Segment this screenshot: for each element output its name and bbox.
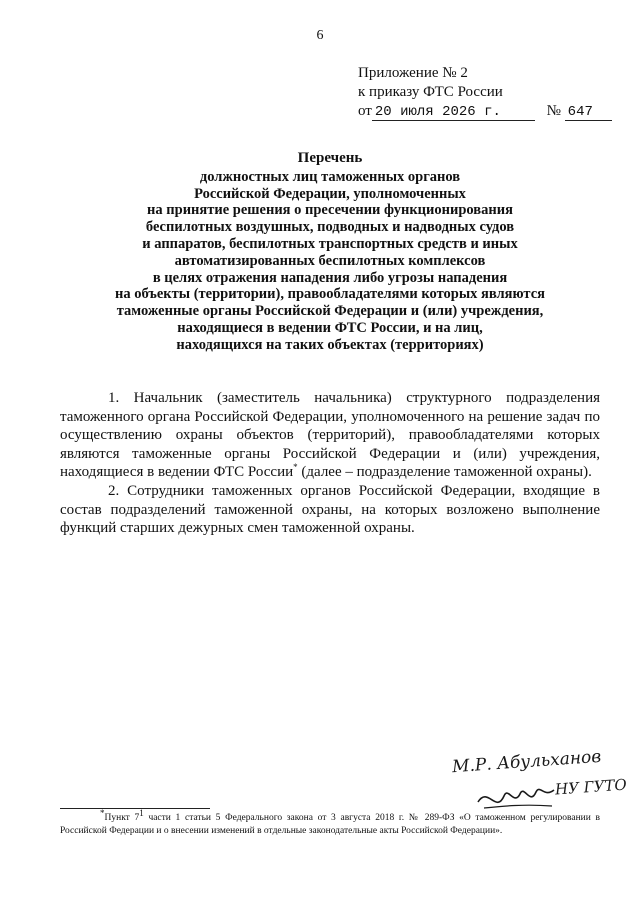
title-line: на принятие решения о пресечении функционирования (147, 202, 513, 219)
title-line: и аппаратов, беспилотных транспортных средств и иных (142, 235, 518, 252)
title-line: беспилотных воздушных, подводных и надводных судов (145, 219, 515, 236)
signer-name: М.Р. Абульханов (451, 746, 602, 778)
order-number: 647 (565, 104, 612, 121)
footnote-sup: 1 (139, 807, 144, 818)
document-title (60, 150, 600, 354)
page-number: 6 (316, 28, 324, 43)
list-item-1-text: 1. Начальник (заместитель начальника) структурного подразделения таможенного органа Российской Федерации, уполномоченного на решение задач по осуществлению охраны объектов (территорий), правообладателями которых являются таможенные органы Российской Федерации и (или) учреждения, находящиеся в ведении ФТС России (60, 390, 600, 481)
title-line: должностных лиц таможенных органов (199, 168, 461, 185)
title-line: находящихся на таких объектах (территориях) (176, 336, 484, 353)
footnote-text: части 1 статьи 5 Федерального закона от 3 августа 2018 г. № 289-ФЗ «О таможенном регулировании в Российской Федерации и о внесении изменений в отдельные законодательные акты Российской Федерации». (60, 813, 600, 836)
list-item-2: 2. Сотрудники таможенных органов Российской Федерации, входящие в состав подразделений таможенной охраны, на которых возложено выполнение функций старших дежурных смен таможенной охраны. (60, 482, 600, 537)
title-line: Российской Федерации, уполномоченных (194, 185, 466, 202)
footnote (60, 807, 600, 837)
title-line: в целях отражения нападения либо угрозы нападения (152, 269, 508, 286)
signature-scribble (474, 776, 558, 816)
footnote-divider (60, 808, 210, 809)
list-item-1-text-end: (далее – подразделение таможенной охраны). (297, 464, 592, 481)
order-date: 20 июля 2026 г. (372, 104, 535, 121)
number-prefix: № (546, 103, 561, 119)
appendix-line-1: Приложение № 2 (358, 65, 468, 81)
title-line: таможенные органы Российской Федерации и (или) учреждения, (116, 303, 544, 320)
signer-post: НУ ГУТО (554, 775, 628, 799)
footnote-marker: * (100, 807, 105, 818)
footnote-ref: * (293, 462, 298, 473)
title-line: автоматизированных беспилотных комплексов (174, 252, 486, 269)
appendix-date-row (358, 102, 612, 121)
title-line: находящиеся в ведении ФТС России, и на лиц, (177, 319, 483, 336)
document-body (60, 389, 600, 538)
list-item-1 (60, 389, 600, 482)
title-heading: Перечень (297, 150, 363, 166)
appendix-header (358, 64, 612, 121)
appendix-line-2: к приказу ФТС России (358, 84, 503, 100)
date-prefix: от (358, 103, 372, 119)
title-line: на объекты (территории), правообладателями которых являются (115, 286, 545, 303)
footnote-text-start: Пункт 7 (104, 813, 140, 823)
